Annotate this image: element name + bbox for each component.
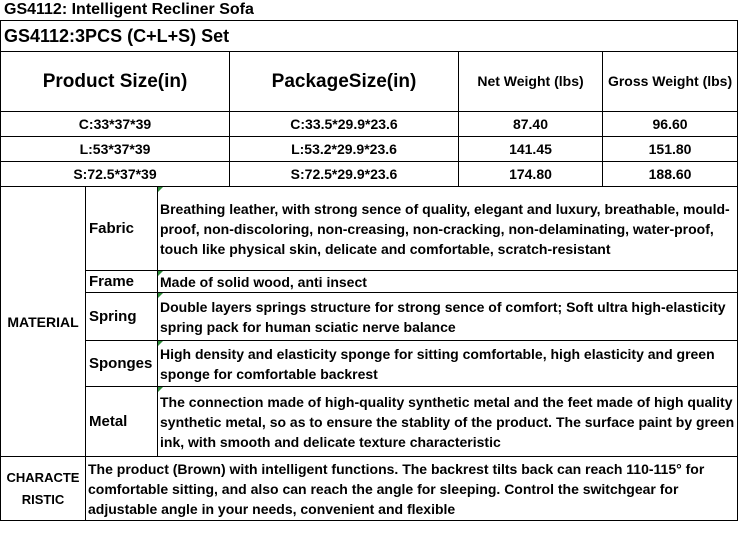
material-item-text: Breathing leather, with strong sence of quality, elegant and luxury, breathable, mould-proof, non-discoloring, non-creasing, non-cracking, non-delaminating, water-proof, touch like physical skin, delicate and comfortable, scratch-resistant — [158, 187, 738, 271]
spec-table — [0, 20, 738, 521]
material-item-text: Double layers springs structure for strong sence of comfort; Soft ultra high-elasticity spring pack for human sciatic nerve balance — [158, 293, 738, 341]
material-row-spring — [1, 293, 738, 341]
product-size-cell: S:72.5*37*39 — [1, 162, 230, 187]
material-row-fabric — [1, 187, 738, 271]
page-title: GS4112: Intelligent Recliner Sofa — [4, 1, 254, 18]
net-weight-cell: 87.40 — [459, 112, 603, 137]
package-size-cell: L:53.2*29.9*23.6 — [230, 137, 459, 162]
gross-weight-cell: 188.60 — [603, 162, 738, 187]
material-item-label: Fabric — [86, 187, 158, 271]
gross-weight-cell: 151.80 — [603, 137, 738, 162]
material-item-label: Sponges — [86, 341, 158, 387]
header-net-weight: Net Weight (lbs) — [459, 52, 603, 112]
table-row — [1, 162, 738, 187]
package-size-cell: C:33.5*29.9*23.6 — [230, 112, 459, 137]
material-item-text: Made of solid wood, anti insect — [158, 271, 738, 293]
gross-weight-cell: 96.60 — [603, 112, 738, 137]
net-weight-cell: 141.45 — [459, 137, 603, 162]
table-row — [1, 137, 738, 162]
material-item-label: Metal — [86, 387, 158, 457]
material-row-frame — [1, 271, 738, 293]
table-row — [1, 112, 738, 137]
set-title: GS4112:3PCS (C+L+S) Set — [1, 21, 738, 52]
characteristic-label: CHARACTE RISTIC — [1, 457, 86, 521]
material-item-label: Spring — [86, 293, 158, 341]
material-label: MATERIAL — [1, 187, 86, 457]
characteristic-text: The product (Brown) with intelligent functions. The backrest tilts back can reach 110-115° for comfortable sitting, and also can reach the angle for sleeping. Control the switchgear for adjustable angle in your needs, convenient and flexible — [86, 457, 738, 521]
net-weight-cell: 174.80 — [459, 162, 603, 187]
material-item-text: The connection made of high-quality synthetic metal and the feet made of high quality synthetic metal, so as to ensure the stablity of the product. The surface paint by green ink, with smooth and delicate texture characteristic — [158, 387, 738, 457]
header-product-size: Product Size(in) — [1, 52, 230, 112]
header-gross-weight: Gross Weight (lbs) — [603, 52, 738, 112]
material-row-sponges — [1, 341, 738, 387]
package-size-cell: S:72.5*29.9*23.6 — [230, 162, 459, 187]
product-size-cell: C:33*37*39 — [1, 112, 230, 137]
characteristic-row — [1, 457, 738, 521]
material-item-label: Frame — [86, 271, 158, 293]
material-row-metal — [1, 387, 738, 457]
header-package-size: PackageSize(in) — [230, 52, 459, 112]
product-size-cell: L:53*37*39 — [1, 137, 230, 162]
material-item-text: High density and elasticity sponge for sitting comfortable, high elasticity and green sponge for comfortable backrest — [158, 341, 738, 387]
